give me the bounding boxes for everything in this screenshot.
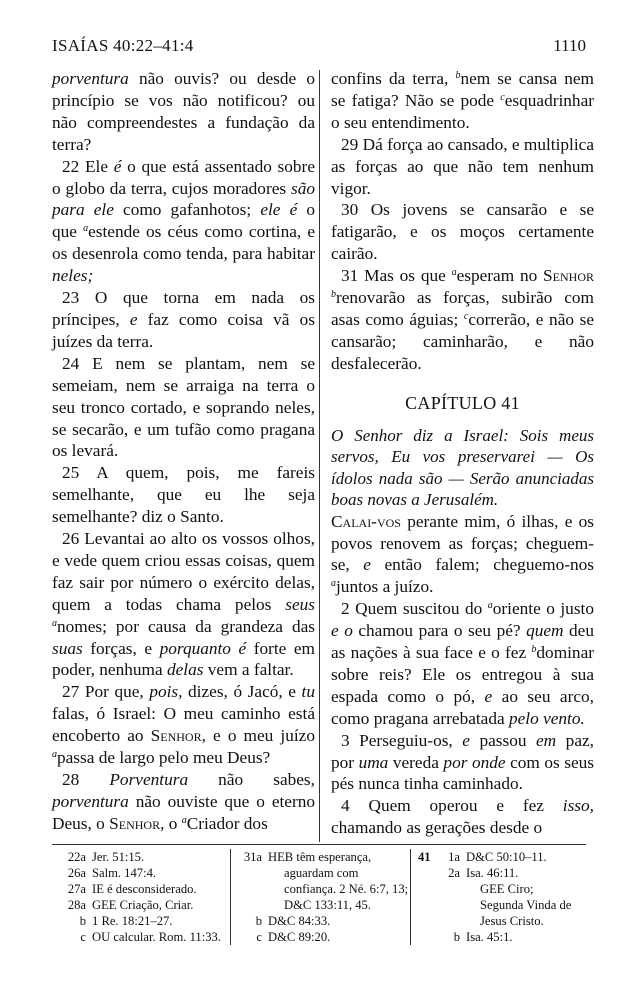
footnote: c OU calcular. Rom. 11:33. [80,930,221,944]
footnote: 28a GEE Criação, Criar. [67,898,194,912]
footnote: 31a HEB têm esperança, [243,850,372,864]
verse-41-3: 3 Perseguiu-os, e passou em paz, por uma vereda por onde com os seus pés nunca tinha caminhado. [331,730,594,794]
footnote-divider-1 [230,849,231,945]
footnote: Jesus Cristo. [480,914,544,928]
footnote: aguardam com [284,866,359,880]
verse-24: 24 E nem se plantam, nem se semeiam, nem se arraiga na terra o seu tronco cortado, e soprando neles, se secarão, e um tufão como pragana os levará. [52,353,315,461]
column-divider [319,70,320,842]
verse-26: 26 Levantai ao alto os vossos olhos, e vede quem criou essas coisas, quem faz sair por número o exército delas, quem a todas chama pelos seus $^a$nomes; por causa da grandeza das suas forças, e porquanto é forte em poder, nenhuma delas vem a faltar. [52,529,315,680]
verse-29: 29 Dá força ao cansado, e multiplica as forças ao que não tem nenhum vigor. [331,134,594,198]
verse-25: 25 A quem, pois, me fareis semelhante, que eu lhe seja semelhante? diz o Santo. [52,463,315,527]
verse-31: 31 Mas os que $^a$esperam no Senhor $^b$renovarão as forças, subirão com asas como águias; $^c$correrão, e não se cansarão; caminharão, e não desfalecerão. [331,266,594,373]
running-title: ISAÍAS 40:22–41:4 [52,36,194,55]
footnote: 22a Jer. 51:15. [67,850,145,864]
footnote: D&C 133:11, 45. [284,898,371,912]
footnote: 27a IE é desconsiderado. [67,882,197,896]
footnotes-col-2 [240,849,409,945]
left-column [52,68,315,835]
verse-28: 28 Porventura não sabes, porventura não ouviste que o eterno Deus, o Senhor, o $^a$Criador dos [52,770,315,833]
verse-21-cont: porventura não ouvis? ou desde o princípio se vos não notificou? ou não compreendestes a fundação da terra? [52,69,315,154]
footnote: 26a Salm. 147:4. [67,866,157,880]
running-header [52,36,586,58]
right-column [331,68,594,839]
verse-30: 30 Os jovens se cansarão e se fatigarão, e os moços certamente cairão. [331,200,594,264]
page-number: 1110 [553,36,586,55]
footnote: Segunda Vinda de [480,898,572,912]
verse-28-cont: confins da terra, $^b$nem se cansa nem se fatiga? Não se pode $^c$esquadrinhar o seu entendimento. [331,69,594,132]
footnotes-col-1 [52,849,227,945]
verse-27: 27 Por que, pois, dizes, ó Jacó, e tu falas, ó Israel: O meu caminho está encoberto ao Senhor, e o meu juízo $^a$passa de largo pelo meu Deus? [52,682,315,768]
footnote: GEE Ciro; [480,882,534,896]
verse-41-4: 4 Quem operou e fez isso, chamando as gerações desde o [331,796,594,838]
chapter-heading: CAPÍTULO 41 [405,392,520,413]
verse-23: 23 O que torna em nada os príncipes, e faz como coisa vã os juízes da terra. [52,288,315,351]
footnotes-col-3 [418,849,588,945]
verse-41-2: 2 Quem suscitou do $^a$oriente o justo e o chamou para o seu pé? quem deu as nações à sua face e o fez $^b$dominar sobre reis? Ele os entregou à sua espada como o pó, e ao seu arco, como pragana arrebatada pelo vento. [331,599,594,728]
footnote: b 1 Re. 18:21–27. [79,914,173,928]
verse-22: 22 Ele é o que está assentado sobre o globo da terra, cujos moradores são para ele como gafanhotos; ele é o que $^a$estende os céus como cortina, e os desenrola como tenda, para habitar neles; [52,156,316,286]
footnote-divider-2 [410,849,411,945]
footnote: c D&C 89:20. [256,930,331,944]
footnote-rule [52,844,586,845]
footnote: b D&C 84:33. [255,914,331,928]
verse-41-1: Calai-vos perante mim, ó ilhas, e os povos renovem as forças; cheguem-se, e então falem; cheguemo-nos $^a$juntos a juízo. [331,511,594,597]
footnote: 2a Isa. 46:11. [448,866,519,880]
footnote: confiança. 2 Né. 6:7, 13; [284,882,409,896]
footnote: b Isa. 45:1. [453,930,513,944]
chapter-summary: O Senhor diz a Israel: Sois meus servos, Eu vos preservarei — Os ídolos nada são — Serão anunciadas boas novas a Jerusalém. [331,425,594,510]
footnote: 41 1a D&C 50:10–11. [418,850,547,864]
